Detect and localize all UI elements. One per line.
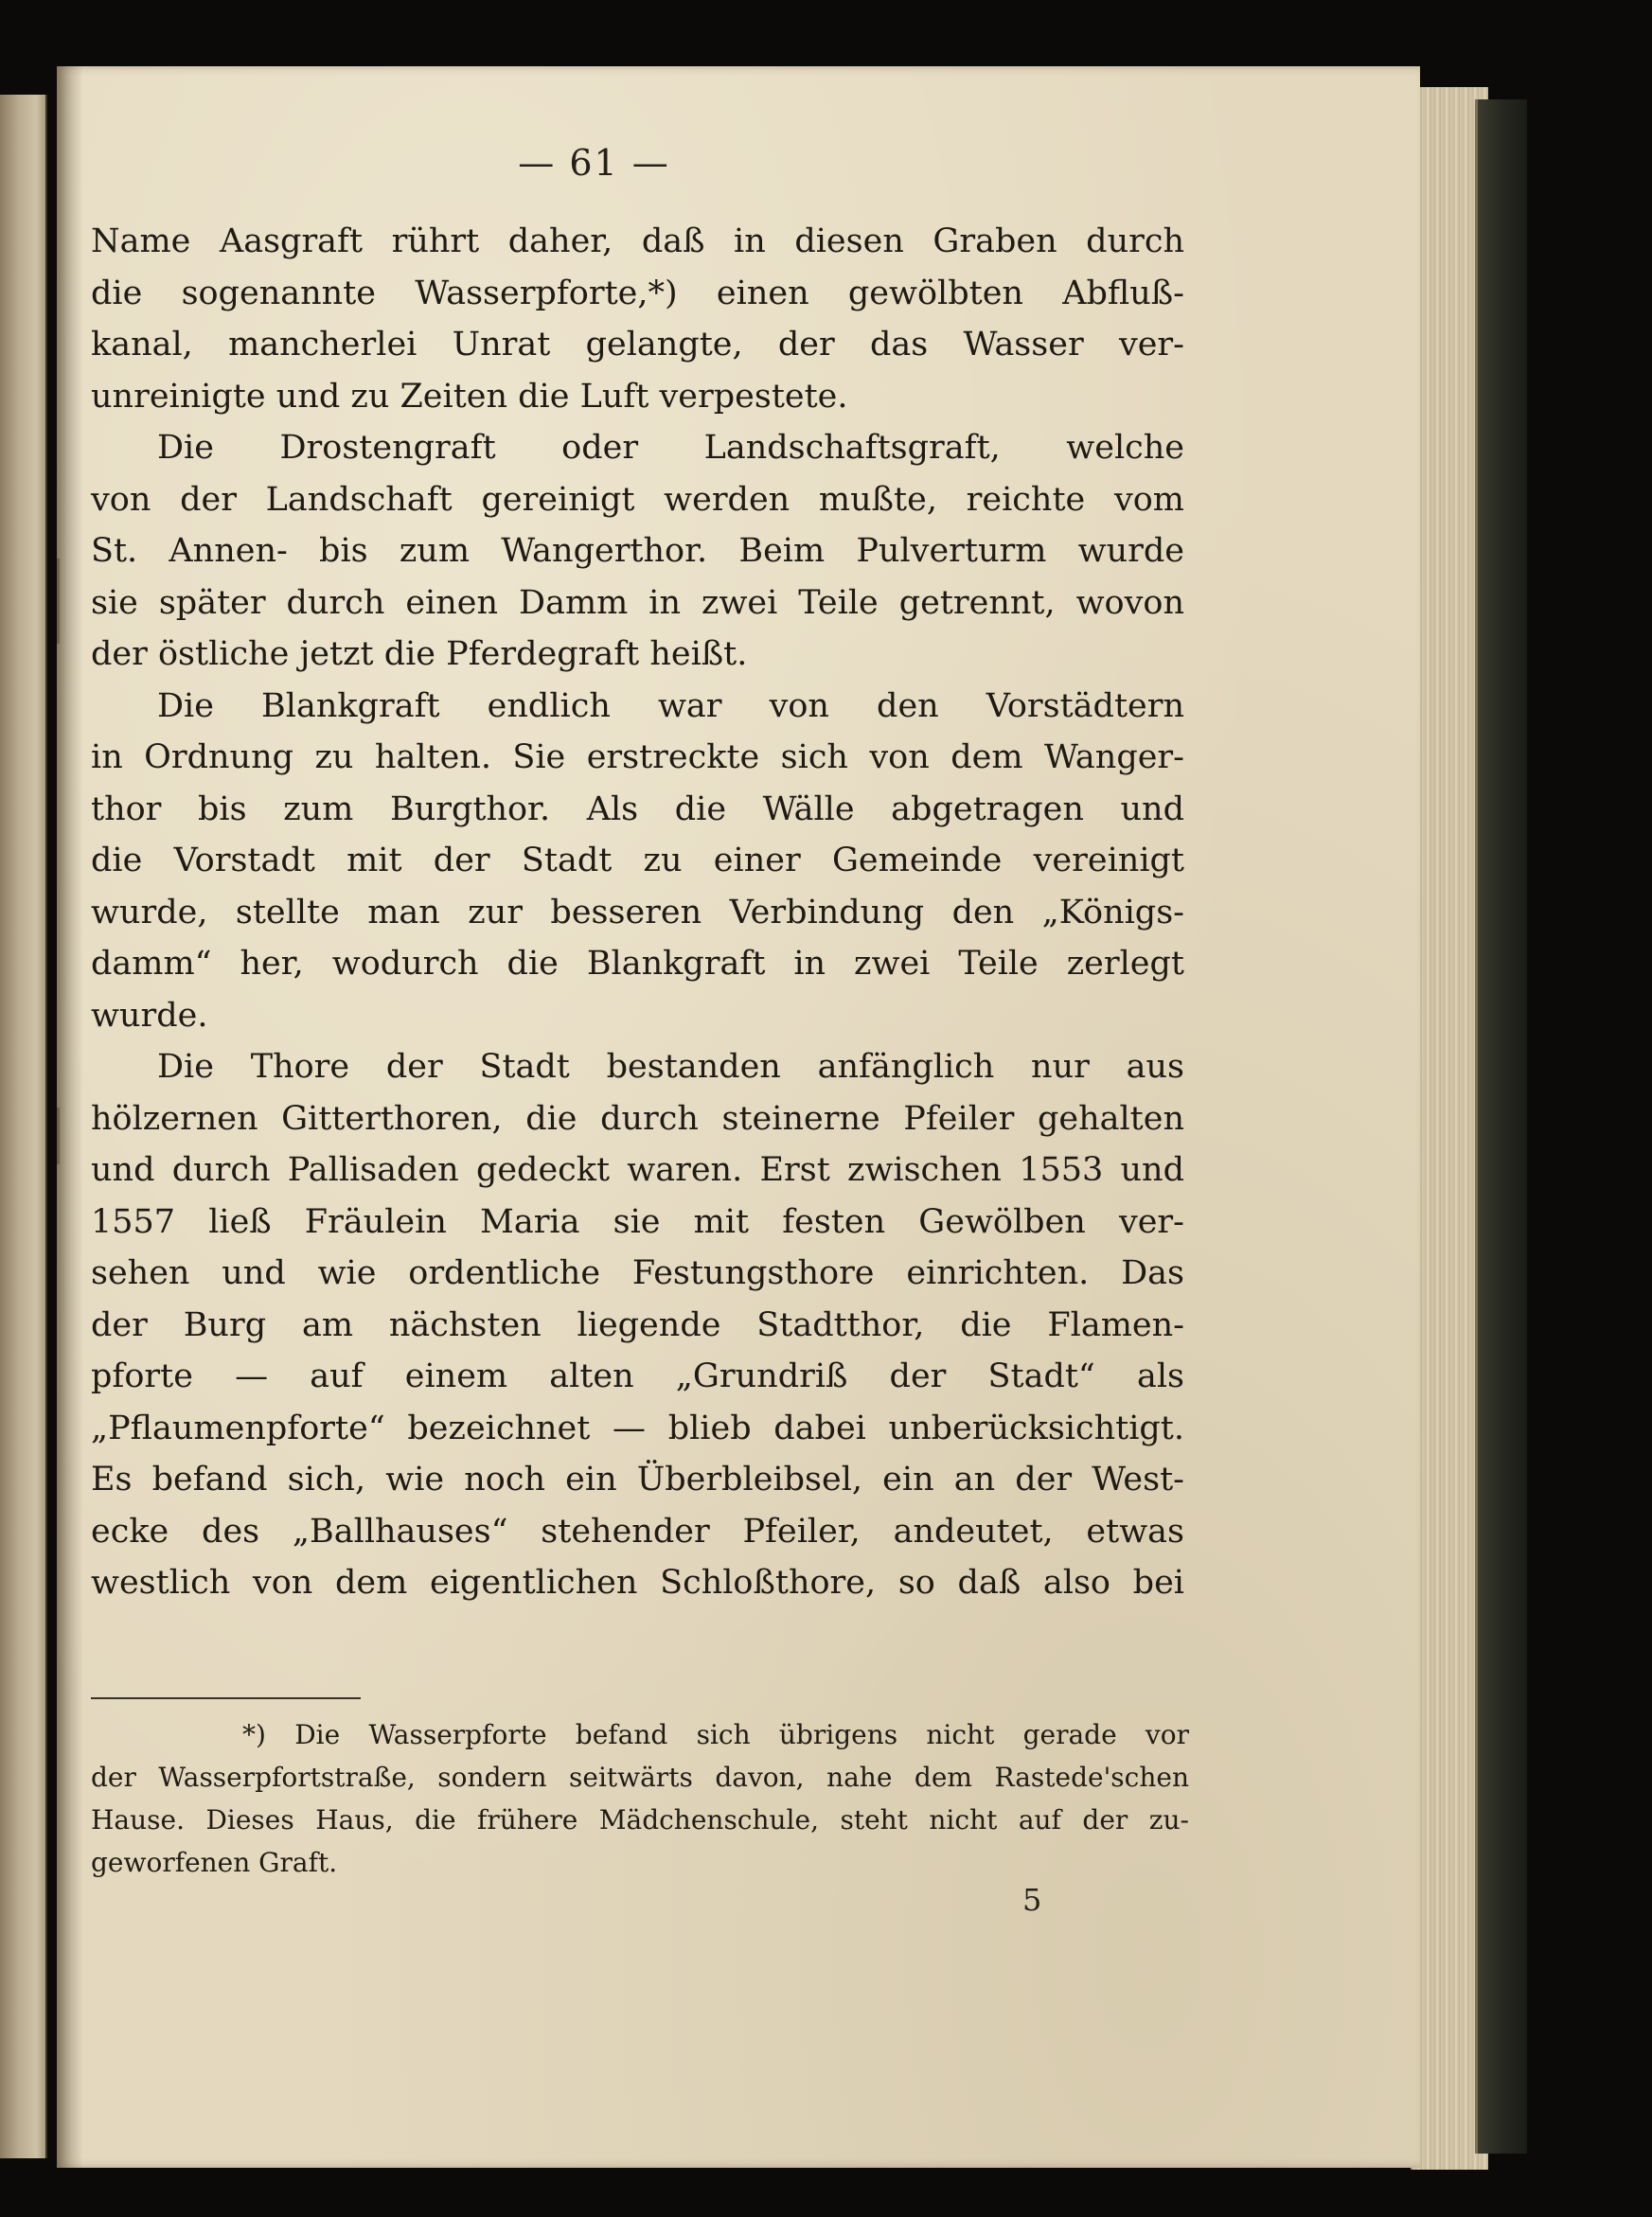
text-line: Die Blankgraft endlich war von den Vorstädtern	[157, 686, 1184, 725]
text-line: in Ordnung zu halten. Sie erstreckte sich von dem Wanger-	[91, 738, 1184, 776]
page-number: — 61 —	[518, 142, 670, 184]
text-line: hölzernen Gitterthoren, die durch steinerne Pfeiler gehalten	[91, 1099, 1184, 1138]
text-line: wurde, stellte man zur besseren Verbindung den „Königs-	[91, 893, 1184, 931]
footnote-line: geworfenen Graft.	[91, 1847, 338, 1878]
text-line: kanal, mancherlei Unrat gelangte, der das Wasser ver-	[91, 326, 1184, 364]
text-line: Die Thore der Stadt bestanden anfänglich nur aus	[157, 1048, 1184, 1086]
text-line: Die Drostengraft oder Landschaftsgraft, welche	[157, 429, 1184, 467]
text-line: der Burg am nächsten liegende Stadtthor, die Flamen-	[91, 1305, 1184, 1344]
footnote-rule	[91, 1697, 361, 1699]
text-line: wurde.	[91, 996, 208, 1035]
text-line: „Pflaumenpforte“ bezeichnet — blieb dabei unberücksichtigt.	[91, 1409, 1184, 1447]
text-line: ecke des „Ballhauses“ stehender Pfeiler, andeutet, etwas	[91, 1512, 1184, 1551]
text-line: sehen und wie ordentliche Festungsthore einrichten. Das	[91, 1254, 1184, 1292]
text-line: Es befand sich, wie noch ein Überbleibsel, ein an der West-	[91, 1461, 1184, 1499]
footnote-line: Hause. Dieses Haus, die frühere Mädchenschule, steht nicht auf der zu-	[91, 1804, 1189, 1836]
text-line: St. Annen- bis zum Wangerthor. Beim Pulverturm wurde	[91, 532, 1184, 570]
text-line: der östliche jetzt die Pferdegraft heißt.	[91, 635, 748, 673]
margin-mark	[57, 559, 60, 644]
main-text	[91, 216, 1184, 1609]
previous-page-edge	[0, 95, 47, 2158]
gutter-shadow	[57, 66, 83, 2168]
footnote	[91, 1713, 1189, 1884]
text-line: pforte — auf einem alten „Grundriß der Stadt“ als	[91, 1357, 1184, 1395]
text-line: thor bis zum Burgthor. Als die Wälle abgetragen und	[91, 789, 1184, 828]
margin-mark	[57, 1108, 60, 1164]
book-cover-edge	[1475, 99, 1527, 2154]
signature-mark: 5	[1022, 1882, 1042, 1918]
text-line: die sogenannte Wasserpforte,*) einen gewölbten Abfluß-	[91, 274, 1184, 312]
footnote-line: der Wasserpfortstraße, sondern seitwärts davon, nahe dem Rastede'schen	[91, 1762, 1189, 1793]
text-line: Name Aasgraft rührt daher, daß in diesen Graben durch	[91, 222, 1184, 260]
text-line: unreinigte und zu Zeiten die Luft verpestete.	[91, 377, 848, 416]
text-line: damm“ her, wodurch die Blankgraft in zwei Teile zerlegt	[91, 945, 1184, 983]
text-line: und durch Pallisaden gedeckt waren. Erst zwischen 1553 und	[91, 1151, 1184, 1189]
text-line: sie später durch einen Damm in zwei Teile getrennt, wovon	[91, 583, 1184, 622]
text-line: die Vorstadt mit der Stadt zu einer Gemeinde vereinigt	[91, 842, 1184, 879]
text-line: westlich von dem eigentlichen Schloßthore, so daß also bei	[91, 1564, 1184, 1602]
text-line: 1557 ließ Fräulein Maria sie mit festen Gewölben ver-	[91, 1202, 1184, 1241]
text-line: von der Landschaft gereinigt werden mußte, reichte vom	[91, 480, 1184, 519]
footnote-line: *) Die Wasserpforte befand sich übrigens nicht gerade vor	[242, 1719, 1189, 1750]
